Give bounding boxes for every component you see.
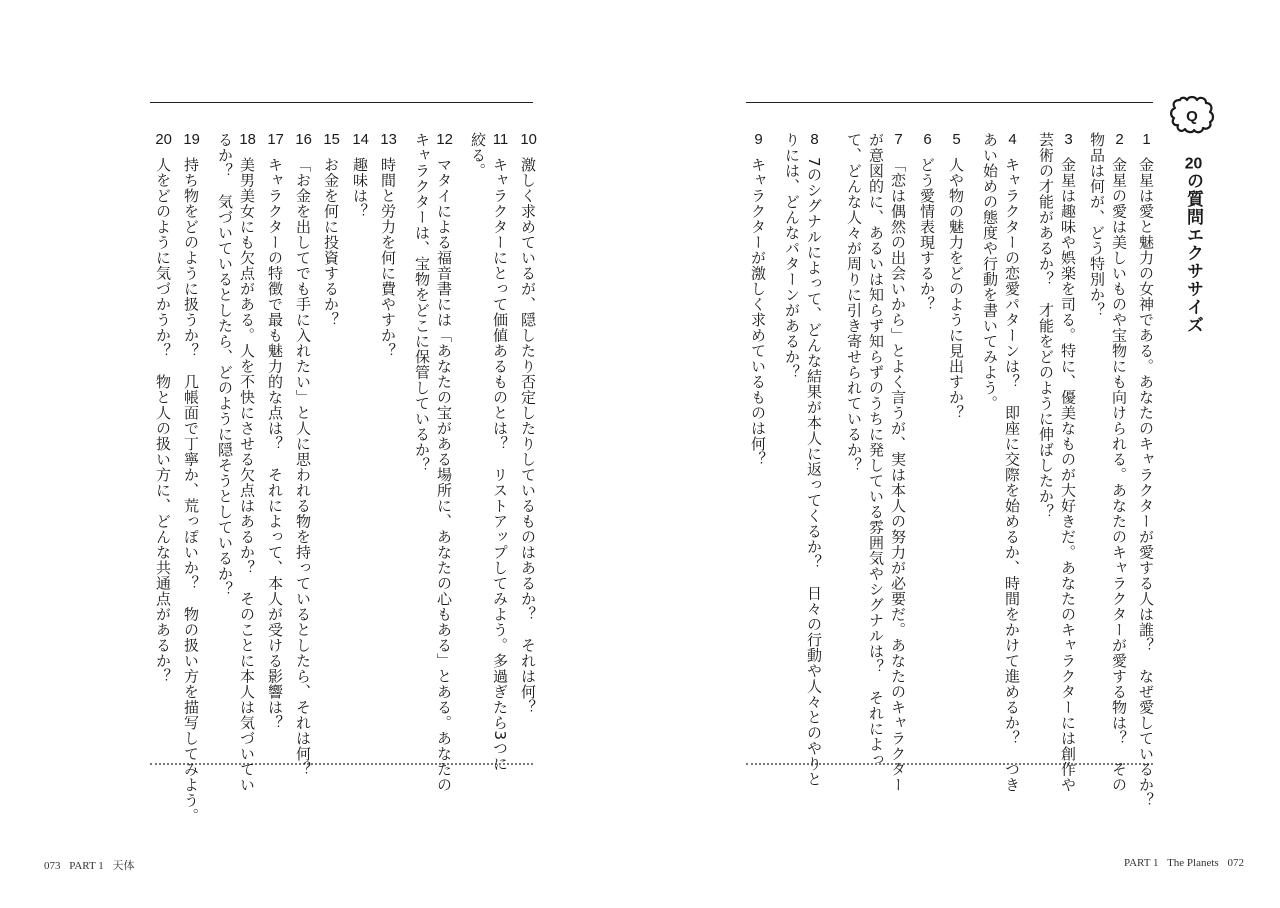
q-badge-icon (1166, 90, 1218, 142)
question-text: お金を何に投資するか？ (322, 157, 340, 328)
question-text: キャラクターにとって価値あるものとは？ リストアップしてみよう。多過ぎたら3つに (491, 157, 509, 772)
question-number: 14 (352, 132, 369, 147)
question-text: 持ち物をどのように扱うか？ 几帳面で丁寧か、荒っぽいか？ 物の扱い方を描写してみよう。 (182, 157, 200, 824)
part-label-right: PART 1 (1124, 857, 1159, 869)
part-label-left: PART 1 (69, 860, 104, 872)
question-text: 芸術の才能があるか？ 才能をどのように伸ばしたか？ (1037, 132, 1055, 520)
question-text: あい始めの態度や行動を書いてみよう。 (981, 132, 999, 411)
question-line (492, 132, 508, 772)
question-number: 13 (380, 132, 397, 147)
question-text: て、どんな人々が周りに引き寄せられているか？ (845, 132, 863, 473)
question-line (323, 132, 339, 328)
question-text: 人をどのように気づかうか？ 物と人の扱い方に、どんな共通点があるか？ (154, 157, 172, 684)
question-text: キャラクターの恋愛パターンは？ 即座に交際を始めるか、時間をかけて進めるか？ つき (1003, 157, 1021, 793)
question-text: 金星は趣味や娯楽を司る。特に、優美なものが大好きだ。あなたのキャラクターには創作や (1059, 157, 1077, 793)
question-text: 趣味は？ (351, 157, 369, 219)
question-text: マタイによる福音書には「あなたの宝がある場所に、あなたの心もある」とある。あなたの (435, 157, 453, 793)
question-line (948, 132, 964, 421)
question-text: りには、どんなパターンがあるか？ (783, 132, 801, 380)
question-line (1138, 132, 1154, 808)
question-number: 16 (295, 132, 312, 147)
question-text: 絞る。 (469, 132, 487, 179)
question-line-continued (982, 132, 998, 411)
question-line (1004, 132, 1020, 793)
question-line (155, 132, 171, 684)
question-number: 5 (952, 132, 961, 147)
question-text: 「お金を出してでも手に入れたい」と人に思われる物を持っているとしたら、それは何？ (294, 157, 312, 777)
question-text: キャラクターが激しく求めているものは何？ (749, 157, 767, 467)
question-number: 12 (436, 132, 453, 147)
question-text: 金星は愛と魅力の女神である。あなたのキャラクターが愛する人は誰？ なぜ愛しているか？ (1137, 157, 1155, 808)
question-line-continued (1038, 132, 1054, 520)
question-number: 3 (1064, 132, 1073, 147)
footer-rule-left (150, 763, 533, 765)
question-number: 18 (239, 132, 256, 147)
question-line (750, 132, 766, 467)
question-number: 17 (267, 132, 284, 147)
part-title-left: 天体 (112, 860, 135, 872)
question-line (239, 132, 255, 793)
part-title-right: The Planets (1167, 857, 1219, 869)
header-rule-left (150, 102, 533, 103)
question-text: 「恋は偶然の出会いから」とよく言うが、実は本人の努力が必要だ。あなたのキャラクター (889, 157, 907, 793)
question-number: 8 (810, 132, 819, 147)
question-line (1060, 132, 1076, 793)
question-text: 美男美女にも欠点がある。人を不快にさせる欠点はあるか？ そのことに本人は気づいてい (238, 157, 256, 793)
question-line-continued (414, 132, 430, 473)
question-text: 激しく求めているが、隠したり否定したりしているものはあるか？ それは何？ (519, 157, 537, 715)
question-line (520, 132, 536, 715)
question-line-continued (217, 132, 233, 597)
question-text: キャラクターは、宝物をどこに保管しているか？ (413, 132, 431, 473)
question-line (295, 132, 311, 777)
question-text: どう愛情表現するか？ (918, 157, 936, 312)
question-text: が意図的に、あるいは知らず知らずのうちに発している雰囲気やシグナルは？ それによっ (867, 132, 885, 768)
page-number-left: 073 (44, 860, 61, 872)
question-line-continued (868, 132, 884, 768)
question-number: 1 (1142, 132, 1151, 147)
question-line (352, 132, 368, 219)
badge-letter: Q (1186, 108, 1198, 125)
question-number: 11 (492, 132, 509, 147)
question-line (1111, 132, 1127, 793)
question-line-continued (470, 132, 486, 179)
question-text: 時間と労力を何に費やすか？ (379, 157, 397, 359)
question-text: 物品は何が、どう特別か？ (1088, 132, 1106, 318)
section-title-text: の質問エクササイズ (1183, 172, 1203, 334)
question-text: るか？ 気づいているとしたら、どのように隠そうとしているか？ (216, 132, 234, 597)
question-number: 19 (183, 132, 200, 147)
question-line (380, 132, 396, 359)
question-line (919, 132, 935, 312)
question-text: 金星の愛は美しいものや宝物にも向けられる。あなたのキャラクターが愛する物は？ その (1110, 157, 1128, 793)
folio-right (1124, 857, 1250, 869)
question-line (436, 132, 452, 793)
question-number: 4 (1008, 132, 1017, 147)
question-text: キャラクターの特徴で最も魅力的な点は？ それによって、本人が受ける影響は？ (266, 157, 284, 731)
folio-left (44, 857, 141, 873)
question-text: 7のシグナルによって、どんな結果が本人に返ってくるか？ 日々の行動や人々とのやりと (805, 157, 823, 788)
question-text: 人や物の魅力をどのように見出すか？ (947, 157, 965, 421)
question-line-continued (846, 132, 862, 473)
question-line (890, 132, 906, 793)
section-title: 20の質問エクササイズ (1183, 156, 1203, 334)
question-number: 10 (520, 132, 537, 147)
question-line-continued (1089, 132, 1105, 318)
header-rule-right (746, 102, 1153, 103)
question-number: 6 (923, 132, 932, 147)
question-line (183, 132, 199, 824)
question-number: 15 (323, 132, 340, 147)
question-line (267, 132, 283, 731)
question-number: 20 (155, 132, 172, 147)
question-line-continued (784, 132, 800, 380)
page-number-right: 072 (1227, 857, 1244, 869)
question-number: 7 (894, 132, 903, 147)
question-line (806, 132, 822, 787)
question-number: 9 (754, 132, 763, 147)
question-number: 2 (1115, 132, 1124, 147)
